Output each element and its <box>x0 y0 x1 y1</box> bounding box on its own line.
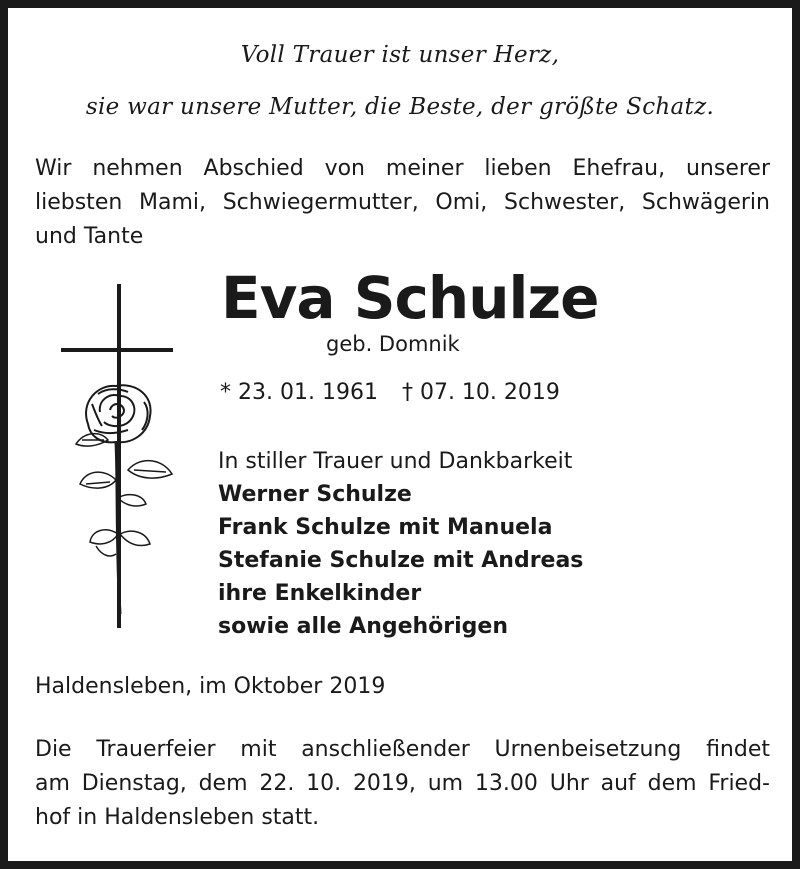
cross-with-rose-icon <box>58 284 188 648</box>
obituary-notice <box>8 8 792 861</box>
deceased-name: Eva Schulze <box>221 264 599 332</box>
funeral-line-1: Die Trauerfeier mit anschließender Urnenbeisetzung findet <box>35 737 770 762</box>
intro-line-1: Wir nehmen Abschied von meiner lieben Ehefrau, unserer <box>35 156 770 181</box>
mourner-name: sowie alle Angehörigen <box>218 614 509 639</box>
mourner-name: Stefanie Schulze mit Andreas <box>218 548 584 573</box>
funeral-line-2: am Dienstag, dem 22. 10. 2019, um 13.00 Uhr auf dem Fried- <box>35 771 770 796</box>
intro-line-2: liebsten Mami, Schwiegermutter, Omi, Schwester, Schwägerin <box>35 190 770 215</box>
death-date: † 07. 10. 2019 <box>401 380 560 405</box>
maiden-name: geb. Domnik <box>326 332 460 356</box>
mourner-name: Frank Schulze mit Manuela <box>218 515 553 540</box>
life-dates <box>220 380 560 405</box>
birth-date: * 23. 01. 1961 <box>220 380 378 405</box>
place-date: Haldensleben, im Oktober 2019 <box>35 674 386 699</box>
mourners-block <box>218 445 583 643</box>
intro-line-3: und Tante <box>35 224 144 249</box>
funeral-info <box>35 733 770 835</box>
intro-text <box>35 152 770 254</box>
mourners-lead: In stiller Trauer und Dankbarkeit <box>218 449 573 474</box>
verse-line-2: sie war unsere Mutter, die Beste, der größte Schatz. <box>85 94 715 120</box>
mourner-name: ihre Enkelkinder <box>218 581 422 606</box>
mourner-name: Werner Schulze <box>218 482 412 507</box>
verse-line-1: Voll Trauer ist unser Herz, <box>240 42 560 68</box>
funeral-line-3: hof in Haldensleben statt. <box>35 805 320 830</box>
